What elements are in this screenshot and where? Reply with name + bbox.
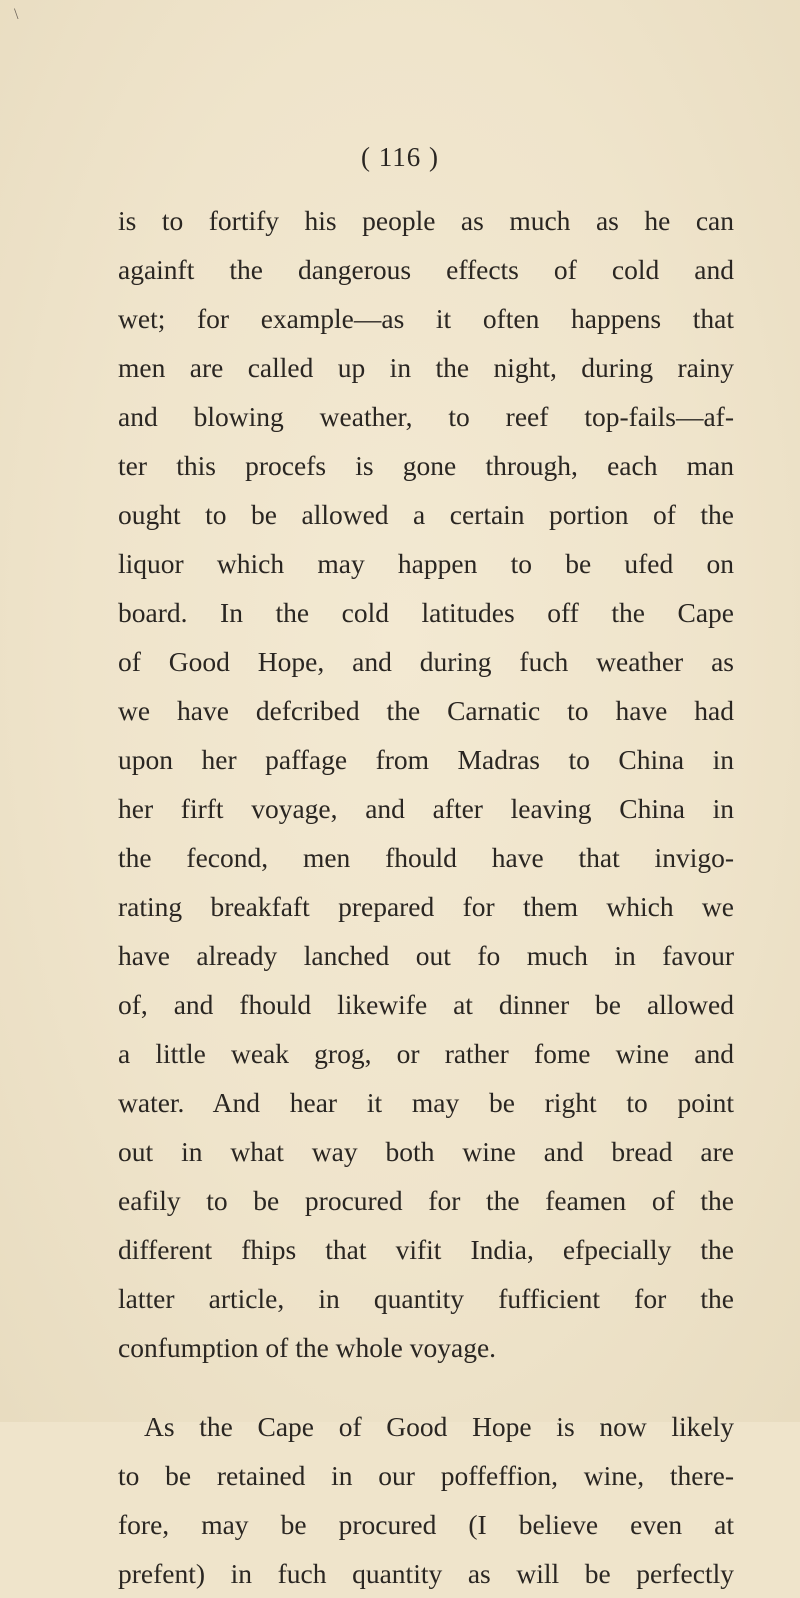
text-line: is to fortify his people as much as he can [118,205,734,236]
text-line: rating breakfaft prepared for them which we [118,891,734,922]
paragraph-2 [118,1402,734,1598]
text-line: and blowing weather, to reef top-fails—af- [118,401,734,432]
text-line: have already lanched out fo much in favour [118,940,734,971]
text-line: liquor which may happen to be ufed on [118,548,734,579]
text-line: water. And hear it may be right to point [118,1087,734,1118]
text-line: men are called up in the night, during rainy [118,352,734,383]
text-line: out in what way both wine and bread are [118,1136,734,1167]
text-line: different fhips that vifit India, efpecially the [118,1234,734,1265]
text-line: fore, may be procured (I believe even at [118,1509,734,1540]
text-line: ought to be allowed a certain portion of the [118,499,734,530]
text-line: a little weak grog, or rather fome wine and [118,1038,734,1069]
text-line: upon her paffage from Madras to China in [118,744,734,775]
text-line: eafily to be procured for the feamen of the [118,1185,734,1216]
text-line: confumption of the whole voyage. [118,1332,497,1363]
text-line: to be retained in our poffeffion, wine, there- [118,1460,734,1491]
text-line: wet; for example—as it often happens that [118,303,734,334]
text-line: of Good Hope, and during fuch weather as [118,646,734,677]
paragraph-gap [118,1372,734,1402]
text-line: prefent) in fuch quantity as will be perfectly [118,1558,734,1589]
text-line: latter article, in quantity fufficient for the [118,1283,734,1314]
text-line: againft the dangerous effects of cold and [118,254,734,285]
text-line: ter this procefs is gone through, each man [118,450,734,481]
text-line: board. In the cold latitudes off the Cape [118,597,734,628]
page-number: ( 116 ) [361,142,439,172]
text-line: her firft voyage, and after leaving China in [118,793,734,824]
text-line: we have defcribed the Carnatic to have had [118,695,734,726]
text-line: As the Cape of Good Hope is now likely [144,1411,734,1442]
body-text [118,196,734,1598]
paragraph-1 [118,196,734,1372]
text-line: the fecond, men fhould have that invigo- [118,842,734,873]
corner-mark: \ [14,6,19,23]
text-line: of, and fhould likewife at dinner be allowed [118,989,734,1020]
